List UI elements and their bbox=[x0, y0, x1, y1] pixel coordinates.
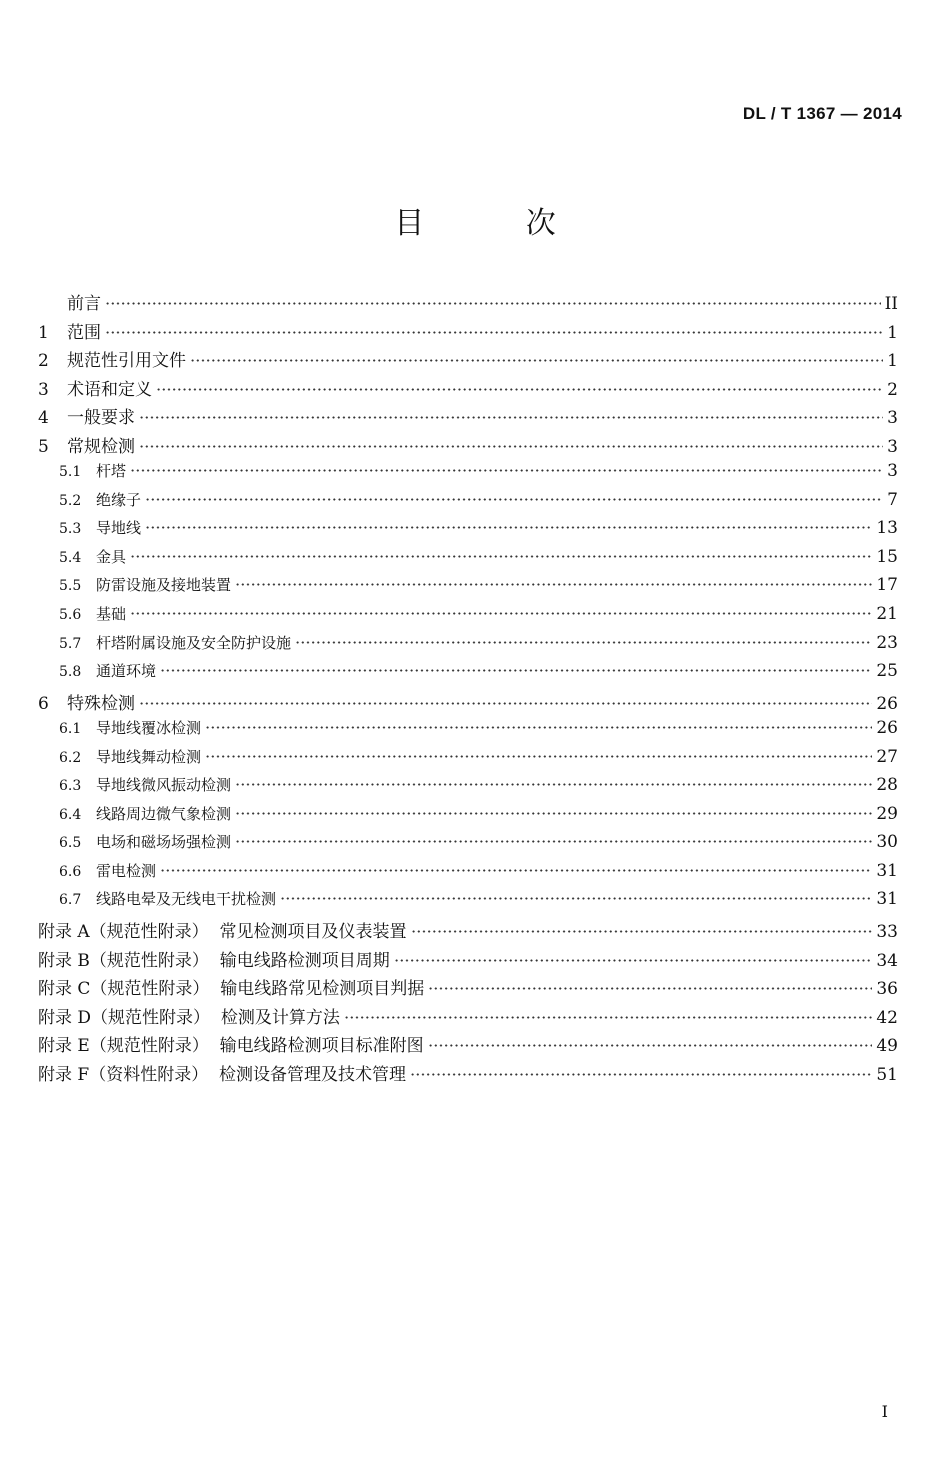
toc-entry-label: 导地线覆冰检测 bbox=[96, 719, 202, 738]
toc-entry-label: 附录 E（规范性附录） 输电线路检测项目标准附图 bbox=[38, 1036, 424, 1057]
toc-entry[interactable] bbox=[38, 831, 898, 860]
toc-entry-number: 6.2 bbox=[59, 749, 82, 766]
toc-entry[interactable] bbox=[38, 974, 898, 1003]
toc-entry-page: 17 bbox=[876, 575, 898, 596]
toc-entry-number: 6.4 bbox=[59, 806, 82, 823]
toc-entry-page: 3 bbox=[887, 461, 898, 482]
toc-entry-page: 31 bbox=[876, 860, 898, 881]
toc-entry-label: 范围 bbox=[67, 322, 101, 343]
toc-entry[interactable] bbox=[38, 517, 898, 546]
toc-entry-label: 导地线微风振动检测 bbox=[96, 776, 232, 795]
toc-entry-number: 5.2 bbox=[59, 492, 82, 509]
toc-leader-dots bbox=[130, 555, 872, 558]
toc-entry-number: 6.7 bbox=[59, 892, 82, 909]
toc-entry-label: 线路周边微气象检测 bbox=[96, 804, 232, 823]
toc-entry-page: 15 bbox=[876, 546, 898, 567]
toc-entry-number: 5.1 bbox=[59, 464, 82, 481]
toc-entry-number: 3 bbox=[38, 379, 49, 400]
toc-entry-number: 6 bbox=[38, 693, 49, 714]
toc-entry[interactable] bbox=[38, 574, 898, 603]
toc-leader-dots bbox=[235, 583, 872, 586]
toc-leader-dots bbox=[205, 755, 872, 758]
toc-entry[interactable] bbox=[38, 346, 898, 375]
toc-entry-label: 通道环境 bbox=[96, 662, 157, 681]
toc-entry-page: 2 bbox=[887, 379, 898, 400]
toc-entry-label: 附录 A（规范性附录） 常见检测项目及仪表装置 bbox=[38, 922, 407, 943]
toc-leader-dots bbox=[235, 812, 872, 815]
toc-entry-label: 导地线 bbox=[96, 519, 142, 538]
toc-leader-dots bbox=[160, 869, 872, 872]
toc-leader-dots bbox=[130, 469, 883, 472]
toc-entry[interactable] bbox=[38, 946, 898, 975]
toc-leader-dots bbox=[139, 702, 872, 705]
toc-entry-page: 26 bbox=[876, 693, 898, 714]
toc-entry-page: 21 bbox=[876, 604, 898, 625]
toc-entry-page: 27 bbox=[876, 746, 898, 767]
toc-leader-dots bbox=[235, 783, 872, 786]
toc-entry-label: 线路电晕及无线电干扰检测 bbox=[96, 890, 277, 909]
toc-entry-label: 杆塔附属设施及安全防护设施 bbox=[96, 633, 292, 652]
toc-entry-label: 一般要求 bbox=[67, 408, 135, 429]
toc-entry-label: 附录 D（规范性附录） 检测及计算方法 bbox=[38, 1007, 340, 1028]
toc-entry-page: 28 bbox=[876, 775, 898, 796]
toc-entry-page: 1 bbox=[887, 322, 898, 343]
toc-entry[interactable] bbox=[38, 603, 898, 632]
toc-entry-label: 电场和磁场场强检测 bbox=[96, 833, 232, 852]
toc-entry-page: 13 bbox=[876, 518, 898, 539]
toc-entry-number: 5 bbox=[38, 436, 49, 457]
page-folio: I bbox=[881, 1402, 888, 1421]
toc-entry-page: 51 bbox=[876, 1064, 898, 1085]
toc-entry[interactable] bbox=[38, 1060, 898, 1089]
toc-entry-label: 附录 C（规范性附录） 输电线路常见检测项目判据 bbox=[38, 979, 425, 1000]
toc-entry-page: 34 bbox=[876, 950, 898, 971]
toc-entry[interactable] bbox=[38, 460, 898, 489]
toc-entry[interactable] bbox=[38, 489, 898, 518]
toc-entry-page: 25 bbox=[876, 661, 898, 682]
toc-entry-number: 6.1 bbox=[59, 721, 82, 738]
toc-entry[interactable] bbox=[38, 432, 898, 461]
toc-entry[interactable] bbox=[38, 660, 898, 689]
toc-leader-dots bbox=[190, 359, 883, 362]
toc-leader-dots bbox=[280, 897, 872, 900]
toc-leader-dots bbox=[410, 1073, 872, 1076]
toc-entry-number: 5.5 bbox=[59, 578, 82, 595]
toc-entry-page: 33 bbox=[876, 922, 898, 943]
toc-entry[interactable] bbox=[38, 860, 898, 889]
toc-entry-label: 基础 bbox=[96, 605, 127, 624]
toc-entry[interactable] bbox=[38, 546, 898, 575]
toc-entry-label: 术语和定义 bbox=[67, 379, 152, 400]
toc-entry-label: 杆塔 bbox=[96, 462, 127, 481]
toc-leader-dots bbox=[105, 302, 881, 305]
toc-entry-number: 6.5 bbox=[59, 835, 82, 852]
toc-leader-dots bbox=[205, 726, 872, 729]
toc-leader-dots bbox=[156, 388, 883, 391]
toc-entry[interactable] bbox=[38, 888, 898, 917]
toc-entry-page: 26 bbox=[876, 718, 898, 739]
toc-entry-label: 附录 F（资料性附录） 检测设备管理及技术管理 bbox=[38, 1064, 407, 1085]
toc-entry-label: 前言 bbox=[67, 294, 101, 314]
toc-entry-label: 防雷设施及接地装置 bbox=[96, 576, 232, 595]
toc-entry[interactable] bbox=[38, 375, 898, 404]
toc-entry[interactable] bbox=[38, 632, 898, 661]
toc-entry-label: 常规检测 bbox=[67, 436, 135, 457]
toc-entry-page: 23 bbox=[876, 632, 898, 653]
toc-entry-page: II bbox=[884, 294, 898, 314]
toc-entry[interactable] bbox=[38, 917, 898, 946]
toc-leader-dots bbox=[235, 840, 872, 843]
toc-entry-number: 5.4 bbox=[59, 549, 82, 566]
toc-leader-dots bbox=[145, 526, 872, 529]
toc-entry-number: 1 bbox=[38, 322, 49, 343]
table-of-contents bbox=[38, 289, 898, 1088]
toc-leader-dots bbox=[105, 331, 883, 334]
toc-entry[interactable] bbox=[38, 1003, 898, 1032]
toc-entry[interactable] bbox=[38, 803, 898, 832]
toc-entry-label: 附录 B（规范性附录） 输电线路检测项目周期 bbox=[38, 950, 390, 971]
toc-leader-dots bbox=[428, 1044, 873, 1047]
toc-entry-page: 3 bbox=[887, 408, 898, 429]
toc-entry-label: 金具 bbox=[96, 547, 127, 566]
toc-entry[interactable] bbox=[38, 318, 898, 347]
toc-entry[interactable] bbox=[38, 1031, 898, 1060]
toc-entry[interactable] bbox=[38, 689, 898, 718]
toc-leader-dots bbox=[428, 987, 872, 990]
toc-entry[interactable] bbox=[38, 289, 898, 318]
toc-entry[interactable] bbox=[38, 774, 898, 803]
toc-entry-number: 6.6 bbox=[59, 863, 82, 880]
toc-entry-page: 42 bbox=[876, 1007, 898, 1028]
toc-entry-number: 4 bbox=[38, 408, 49, 429]
toc-leader-dots bbox=[145, 498, 883, 501]
toc-entry-page: 7 bbox=[887, 489, 898, 510]
toc-entry[interactable] bbox=[38, 403, 898, 432]
toc-leader-dots bbox=[394, 959, 873, 962]
standard-code: DL / T 1367 — 2014 bbox=[742, 104, 902, 123]
toc-entry-label: 雷电检测 bbox=[96, 861, 157, 880]
toc-entry-number: 5.6 bbox=[59, 607, 82, 624]
toc-entry-page: 1 bbox=[887, 351, 898, 372]
toc-entry[interactable] bbox=[38, 746, 898, 775]
toc-entry-page: 49 bbox=[876, 1036, 898, 1057]
toc-entry-page: 31 bbox=[876, 889, 898, 910]
toc-entry-label: 规范性引用文件 bbox=[67, 351, 186, 372]
toc-entry-page: 3 bbox=[887, 436, 898, 457]
toc-entry-number: 5.3 bbox=[59, 521, 82, 538]
toc-leader-dots bbox=[160, 669, 872, 672]
toc-entry-label: 特殊检测 bbox=[67, 693, 135, 714]
toc-entry-number: 5.7 bbox=[59, 635, 82, 652]
page-title: 目 次 bbox=[394, 206, 602, 241]
toc-leader-dots bbox=[130, 612, 872, 615]
toc-leader-dots bbox=[411, 930, 873, 933]
toc-entry-number: 6.3 bbox=[59, 778, 82, 795]
toc-entry-page: 36 bbox=[876, 979, 898, 1000]
toc-entry-label: 导地线舞动检测 bbox=[96, 747, 202, 766]
toc-entry[interactable] bbox=[38, 717, 898, 746]
toc-entry-page: 30 bbox=[876, 832, 898, 853]
toc-entry-number: 2 bbox=[38, 351, 49, 372]
toc-entry-number: 5.8 bbox=[59, 664, 82, 681]
toc-entry-page: 29 bbox=[876, 803, 898, 824]
toc-entry-label: 绝缘子 bbox=[96, 490, 142, 509]
toc-leader-dots bbox=[139, 445, 883, 448]
toc-leader-dots bbox=[295, 641, 872, 644]
toc-leader-dots bbox=[139, 416, 883, 419]
toc-leader-dots bbox=[344, 1016, 873, 1019]
